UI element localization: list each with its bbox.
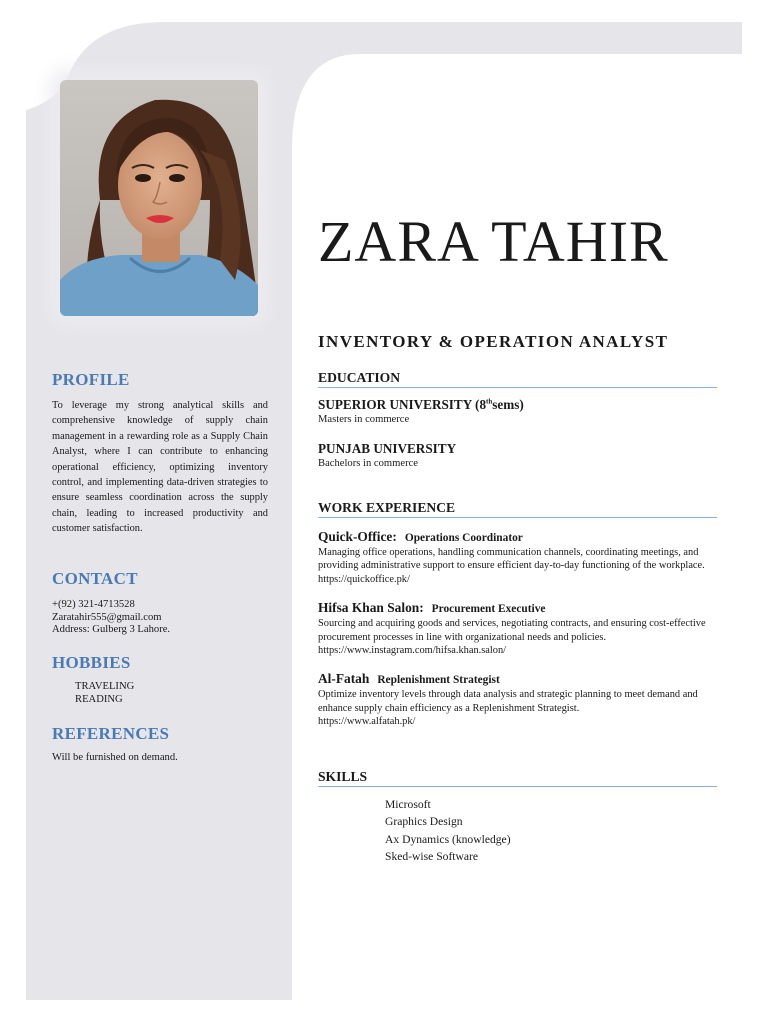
profile-photo xyxy=(60,80,258,316)
work-role: Operations Coordinator xyxy=(404,532,523,544)
work-item xyxy=(318,600,717,657)
references-heading: REFERENCES xyxy=(52,724,170,743)
skills-heading: SKILLS xyxy=(318,769,717,787)
hobby-item: READING xyxy=(75,693,123,705)
education-item xyxy=(318,441,717,470)
references-text: Will be furnished on demand. xyxy=(52,752,178,763)
work-company: Hifsa Khan Salon: xyxy=(318,600,424,616)
skill-item: Ax Dynamics (knowledge) xyxy=(385,832,511,846)
work-item xyxy=(318,671,717,728)
skill-item: Microsoft xyxy=(385,798,431,811)
work-heading: WORK EXPERIENCE xyxy=(318,500,717,518)
education-section xyxy=(318,370,717,470)
work-role: Replenishment Strategist xyxy=(377,674,500,687)
skills-list xyxy=(385,796,511,866)
work-description: Managing office operations, handling communication channels, coordinating meetings, and providing administrative support to ensure efficient day-to-day functioning of the workplace. xyxy=(318,547,705,572)
skill-item: Graphics Design xyxy=(385,815,463,829)
work-description: Optimize inventory levels through data analysis and strategic planning to meet demand and enhance supply chain efficiency as a Replenishment Strategist. xyxy=(318,689,698,714)
work-company: Al-Fatah xyxy=(318,671,370,687)
candidate-name: ZARA TAHIR xyxy=(318,209,669,274)
skills-section xyxy=(318,769,717,787)
job-title: INVENTORY & OPERATION ANALYST xyxy=(318,332,669,351)
profile-section xyxy=(52,370,268,537)
profile-heading: PROFILE xyxy=(52,370,130,389)
hobbies-section xyxy=(52,653,268,706)
work-link[interactable]: https://www.instagram.com/hifsa.khan.salon/ xyxy=(318,645,507,657)
education-title: SUPERIOR UNIVERSITY (8thsems) xyxy=(318,397,524,412)
portrait-photo-icon xyxy=(60,80,258,316)
work-description: Sourcing and acquiring goods and services, negotiating contracts, and ensuring cost-effective procurement processes in line with organizational needs and policies. xyxy=(318,618,706,643)
hobby-item: TRAVELING xyxy=(75,681,135,692)
education-subtitle: Bachelors in commerce xyxy=(318,458,419,469)
work-company: Quick-Office: xyxy=(318,529,397,544)
contact-address: Address: Gulberg 3 Lahore. xyxy=(52,624,171,636)
work-item xyxy=(318,529,717,586)
education-heading: EDUCATION xyxy=(318,370,717,388)
contact-heading: CONTACT xyxy=(52,569,138,588)
work-role: Procurement Executive xyxy=(431,603,546,616)
work-link[interactable]: https://quickoffice.pk/ xyxy=(318,573,410,585)
work-section xyxy=(318,500,717,729)
skill-item: Sked-wise Software xyxy=(385,850,479,864)
profile-text: To leverage my strong analytical skills and comprehensive knowledge of supply chain management in a rewarding role as a Supply Chain Analyst, where I can contribute to enhancing operational efficiency, optimizing inventory control, and implementing data-driven strategies to ensure seamless coordination across the supply chain, leading to increased productivity and customer satisfaction. xyxy=(52,400,268,535)
hobbies-heading: HOBBIES xyxy=(52,653,131,672)
contact-email[interactable]: Zaratahir555@gmail.com xyxy=(52,611,162,623)
contact-phone: +(92) 321-4713528 xyxy=(52,599,135,610)
work-link[interactable]: https://www.alfatah.pk/ xyxy=(318,716,416,728)
education-item xyxy=(318,397,717,426)
references-section xyxy=(52,724,268,765)
contact-section xyxy=(52,569,268,637)
education-subtitle: Masters in commerce xyxy=(318,414,410,425)
education-title: PUNJAB UNIVERSITY xyxy=(318,441,457,456)
